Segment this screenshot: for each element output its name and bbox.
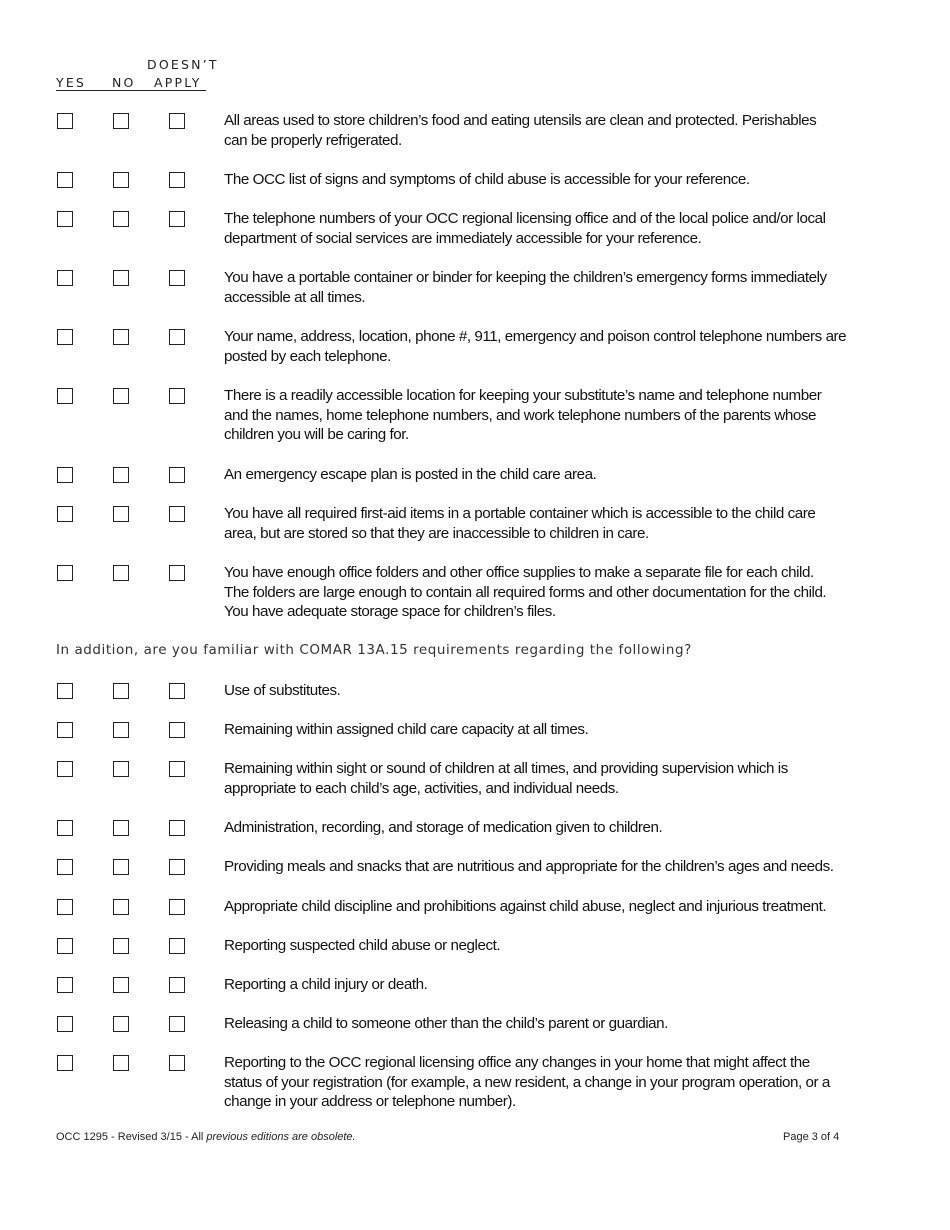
doesnt-apply-checkbox[interactable] xyxy=(169,722,185,738)
col-header-na-line2: APPLY xyxy=(154,75,202,90)
yes-checkbox[interactable] xyxy=(57,683,73,699)
yes-checkbox[interactable] xyxy=(57,565,73,581)
no-checkbox[interactable] xyxy=(113,467,129,483)
doesnt-apply-checkbox[interactable] xyxy=(169,683,185,699)
doesnt-apply-checkbox[interactable] xyxy=(169,172,185,188)
doesnt-apply-checkbox[interactable] xyxy=(169,388,185,404)
footer-form-revision: OCC 1295 - Revised 3/15 - All xyxy=(56,1131,207,1143)
yes-checkbox[interactable] xyxy=(57,467,73,483)
doesnt-apply-checkbox[interactable] xyxy=(169,467,185,483)
doesnt-apply-checkbox[interactable] xyxy=(169,565,185,581)
yes-checkbox[interactable] xyxy=(57,761,73,777)
yes-checkbox[interactable] xyxy=(57,329,73,345)
col-header-no: NO xyxy=(112,75,136,90)
checklist-item-text: Remaining within assigned child care capacity at all times. xyxy=(224,721,589,738)
doesnt-apply-checkbox[interactable] xyxy=(169,113,185,129)
no-checkbox[interactable] xyxy=(113,761,129,777)
doesnt-apply-checkbox[interactable] xyxy=(169,270,185,286)
doesnt-apply-checkbox[interactable] xyxy=(169,977,185,993)
checklist-item-text: An emergency escape plan is posted in the child care area. xyxy=(224,466,597,483)
checklist-item-text: The OCC list of signs and symptoms of child abuse is accessible for your reference. xyxy=(224,171,750,188)
doesnt-apply-checkbox[interactable] xyxy=(169,859,185,875)
yes-checkbox[interactable] xyxy=(57,938,73,954)
yes-checkbox[interactable] xyxy=(57,172,73,188)
footer-obsolete-note: previous editions are obsolete. xyxy=(206,1131,356,1143)
doesnt-apply-checkbox[interactable] xyxy=(169,329,185,345)
no-checkbox[interactable] xyxy=(113,388,129,404)
footer-page-number: Page 3 of 4 xyxy=(783,1131,840,1143)
checklist-item-text: Reporting a child injury or death. xyxy=(224,976,428,993)
yes-checkbox[interactable] xyxy=(57,113,73,129)
yes-checkbox[interactable] xyxy=(57,388,73,404)
section-heading: In addition, are you familiar with COMAR 13A.15 requirements regarding the following? xyxy=(56,642,692,658)
yes-checkbox[interactable] xyxy=(57,211,73,227)
no-checkbox[interactable] xyxy=(113,172,129,188)
no-checkbox[interactable] xyxy=(113,899,129,915)
header-underline xyxy=(56,90,206,91)
yes-checkbox[interactable] xyxy=(57,722,73,738)
checklist-item-text: Appropriate child discipline and prohibitions against child abuse, neglect and injurious treatment. xyxy=(224,898,827,915)
yes-checkbox[interactable] xyxy=(57,1016,73,1032)
checklist-item-text: Administration, recording, and storage of medication given to children. xyxy=(224,819,663,836)
doesnt-apply-checkbox[interactable] xyxy=(169,899,185,915)
checklist-item-text: Use of substitutes. xyxy=(224,682,341,699)
yes-checkbox[interactable] xyxy=(57,820,73,836)
checklist-item-text: All areas used to store children’s food and eating utensils are clean and protected. Perishables can be properly refrigerated. xyxy=(224,112,817,149)
checklist-item-text: Remaining within sight or sound of children at all times, and providing supervision which is appropriate to each child’s age, activities, and individual needs. xyxy=(224,760,788,797)
doesnt-apply-checkbox[interactable] xyxy=(169,938,185,954)
checklist-item-text: You have a portable container or binder for keeping the children’s emergency forms immediately accessible at all times. xyxy=(224,269,827,306)
yes-checkbox[interactable] xyxy=(57,270,73,286)
no-checkbox[interactable] xyxy=(113,722,129,738)
doesnt-apply-checkbox[interactable] xyxy=(169,506,185,522)
yes-checkbox[interactable] xyxy=(57,859,73,875)
checklist-item-text: There is a readily accessible location for keeping your substitute’s name and telephone number and the names, home telephone numbers, and work telephone numbers of the parents whose children you will be caring for. xyxy=(224,387,822,444)
no-checkbox[interactable] xyxy=(113,565,129,581)
doesnt-apply-checkbox[interactable] xyxy=(169,211,185,227)
no-checkbox[interactable] xyxy=(113,113,129,129)
col-header-yes: YES xyxy=(56,75,87,90)
checklist-item-text: Releasing a child to someone other than the child’s parent or guardian. xyxy=(224,1015,668,1032)
no-checkbox[interactable] xyxy=(113,211,129,227)
no-checkbox[interactable] xyxy=(113,270,129,286)
no-checkbox[interactable] xyxy=(113,859,129,875)
no-checkbox[interactable] xyxy=(113,977,129,993)
col-header-na-line1: DOESN’T xyxy=(147,57,219,72)
doesnt-apply-checkbox[interactable] xyxy=(169,820,185,836)
doesnt-apply-checkbox[interactable] xyxy=(169,1055,185,1071)
checklist-item-text: You have all required first-aid items in a portable container which is accessible to the child care area, but are stored so that they are inaccessible to children in care. xyxy=(224,505,816,542)
checklist-item-text: You have enough office folders and other office supplies to make a separate file for each child. The folders are large enough to contain all required forms and other documentation for the child. You have adequate storage space for children’s files. xyxy=(224,564,827,621)
no-checkbox[interactable] xyxy=(113,820,129,836)
no-checkbox[interactable] xyxy=(113,1016,129,1032)
footer-form-id xyxy=(56,1131,356,1143)
checklist-item-text: Your name, address, location, phone #, 911, emergency and poison control telephone numbers are posted by each telephone. xyxy=(224,328,847,365)
no-checkbox[interactable] xyxy=(113,683,129,699)
no-checkbox[interactable] xyxy=(113,938,129,954)
no-checkbox[interactable] xyxy=(113,329,129,345)
checklist-item-text: Reporting suspected child abuse or neglect. xyxy=(224,937,501,954)
checklist-item-text: Reporting to the OCC regional licensing office any changes in your home that might affect the status of your registration (for example, a new resident, a change in your program operation, or a change in your address or telephone number). xyxy=(224,1054,830,1111)
checklist-item-text: Providing meals and snacks that are nutritious and appropriate for the children’s ages and needs. xyxy=(224,858,834,875)
no-checkbox[interactable] xyxy=(113,506,129,522)
no-checkbox[interactable] xyxy=(113,1055,129,1071)
yes-checkbox[interactable] xyxy=(57,1055,73,1071)
doesnt-apply-checkbox[interactable] xyxy=(169,1016,185,1032)
yes-checkbox[interactable] xyxy=(57,977,73,993)
doesnt-apply-checkbox[interactable] xyxy=(169,761,185,777)
yes-checkbox[interactable] xyxy=(57,899,73,915)
checklist-item-text: The telephone numbers of your OCC regional licensing office and of the local police and/or local department of social services are immediately accessible for your reference. xyxy=(224,210,826,247)
yes-checkbox[interactable] xyxy=(57,506,73,522)
